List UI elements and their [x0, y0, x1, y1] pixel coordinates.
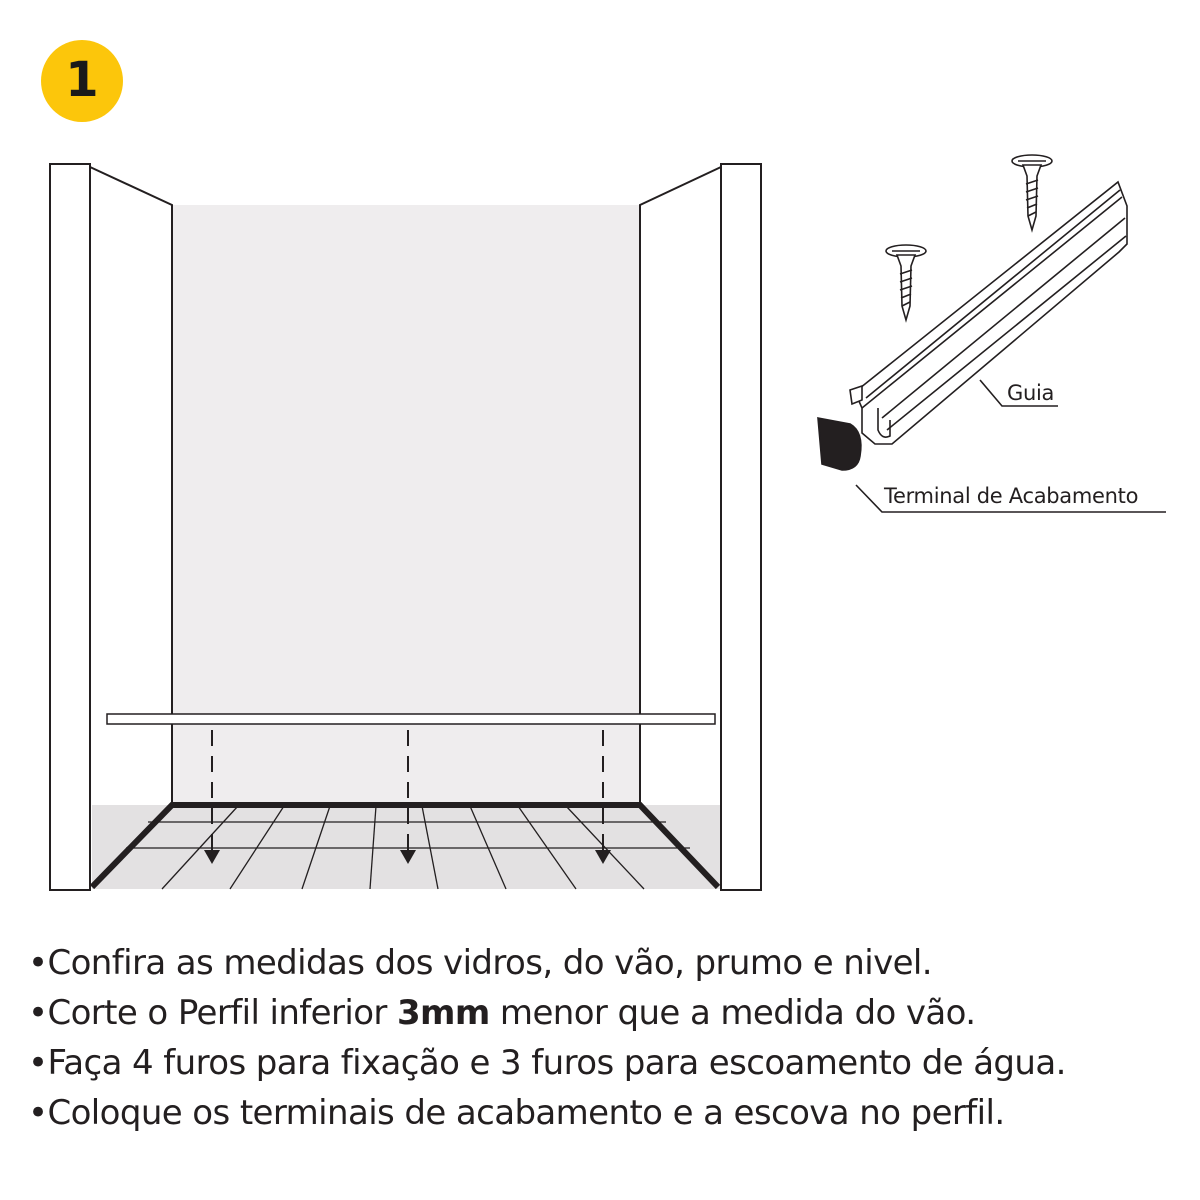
right-jamb: [721, 164, 761, 890]
right-wall-edge: [640, 167, 721, 805]
instruction-item: •Coloque os terminais de acabamento e a escova no perfil.: [28, 1093, 1005, 1133]
instruction-item: •Confira as medidas dos vidros, do vão, prumo e nivel.: [28, 943, 932, 983]
left-wall-edge: [90, 167, 172, 805]
screw-icon: [886, 245, 926, 320]
floor: [92, 805, 720, 889]
guide-rail-detail: [818, 155, 1166, 512]
end-cap-label: Terminal de Acabamento: [884, 484, 1139, 508]
instruction-item: •Faça 4 furos para fixação e 3 furos para escoamento de água.: [28, 1043, 1066, 1083]
rail-lip: [850, 386, 862, 404]
left-jamb: [50, 164, 90, 890]
highlight-measure: 3mm: [397, 993, 490, 1033]
bottom-profile: [107, 714, 715, 724]
guide-label: Guia: [1007, 381, 1055, 405]
guide-rail: [855, 182, 1127, 444]
instruction-list: [28, 938, 1066, 1138]
end-cap-icon: [818, 418, 861, 470]
shower-enclosure: [50, 164, 761, 890]
screw-icon: [1012, 155, 1052, 230]
step-number: 1: [65, 52, 99, 108]
instruction-item: •Corte o Perfil inferior 3mm menor que a medida do vão.: [28, 993, 976, 1033]
